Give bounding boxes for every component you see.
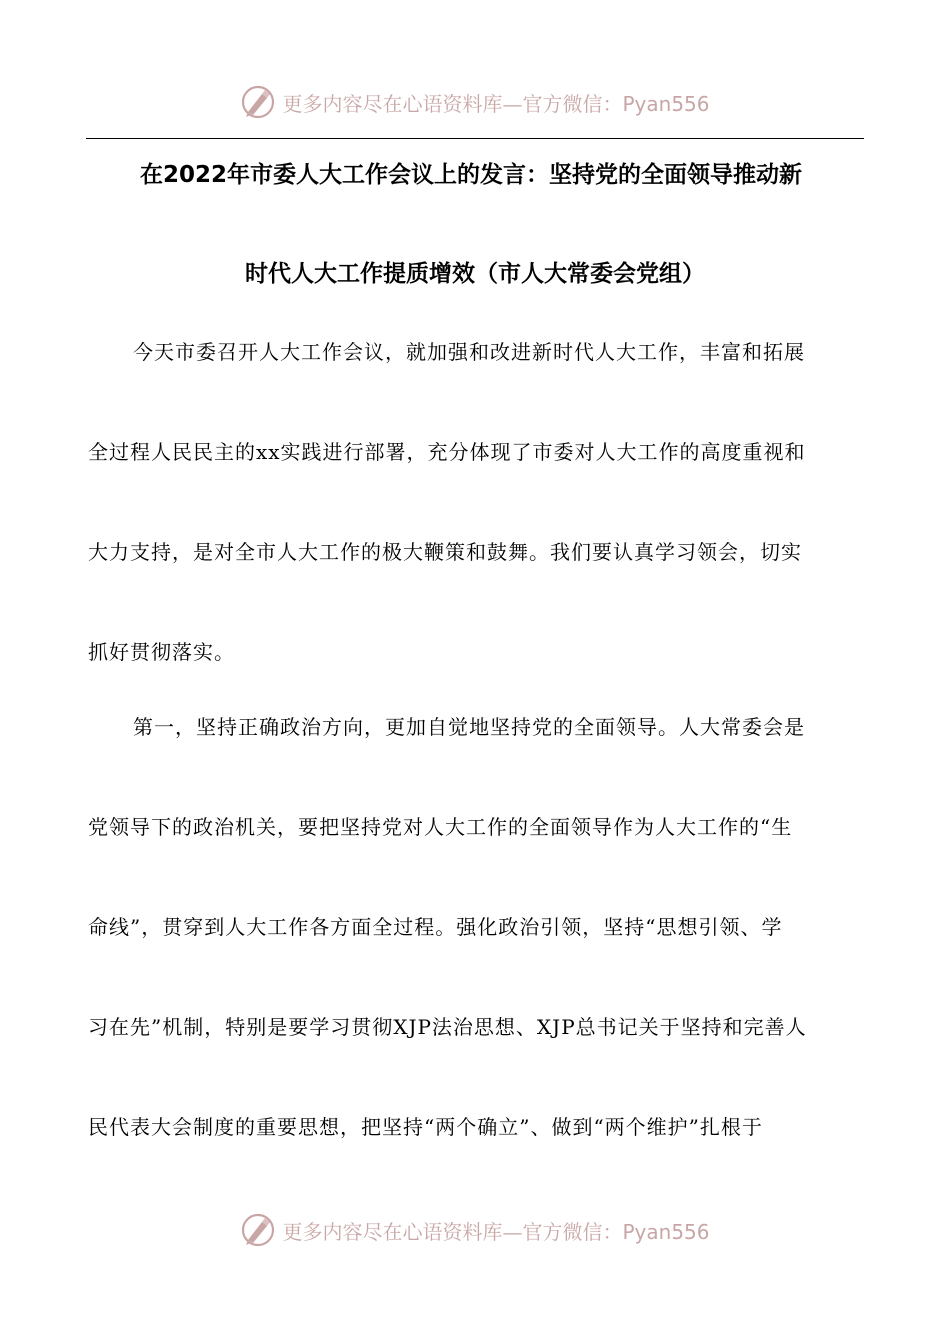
pen-logo-icon: [240, 84, 276, 120]
body-line: 党领导下的政治机关，要把坚持党对人大工作的全面领导作为人大工作的“生: [88, 815, 793, 839]
body-line: 今天市委召开人大工作会议，就加强和改进新时代人大工作，丰富和拓展: [133, 340, 805, 364]
document-title-line-2: 时代人大工作提质增效（市人大常委会党组）: [245, 261, 705, 287]
body-line: 第一，坚持正确政治方向，更加自觉地坚持党的全面领导。人大常委会是: [133, 715, 805, 739]
body-line: 习在先”机制，特别是要学习贯彻XJP法治思想、XJP总书记关于坚持和完善人: [88, 1015, 807, 1039]
body-line: 抓好贯彻落实。: [88, 640, 235, 664]
body-line: 全过程人民民主的xx实践进行部署，充分体现了市委对人大工作的高度重视和: [88, 440, 806, 464]
body-line: 民代表大会制度的重要思想，把坚持“两个确立”、做到“两个维护”扎根于: [88, 1115, 763, 1139]
body-line: 命线”，贯穿到人大工作各方面全过程。强化政治引领，坚持“思想引领、学: [88, 915, 783, 939]
document-title-line-1: 在2022年市委人大工作会议上的发言：坚持党的全面领导推动新: [140, 162, 803, 188]
header-banner: [0, 82, 950, 122]
pen-logo-icon: [240, 1212, 276, 1248]
footer-banner: [0, 1210, 950, 1250]
banner-text: 更多内容尽在心语资料库—官方微信：Pyan556: [282, 1219, 710, 1244]
body-line: 大力支持，是对全市人大工作的极大鞭策和鼓舞。我们要认真学习领会，切实: [88, 540, 802, 564]
banner-text: 更多内容尽在心语资料库—官方微信：Pyan556: [282, 91, 710, 116]
header-divider: [86, 138, 864, 139]
